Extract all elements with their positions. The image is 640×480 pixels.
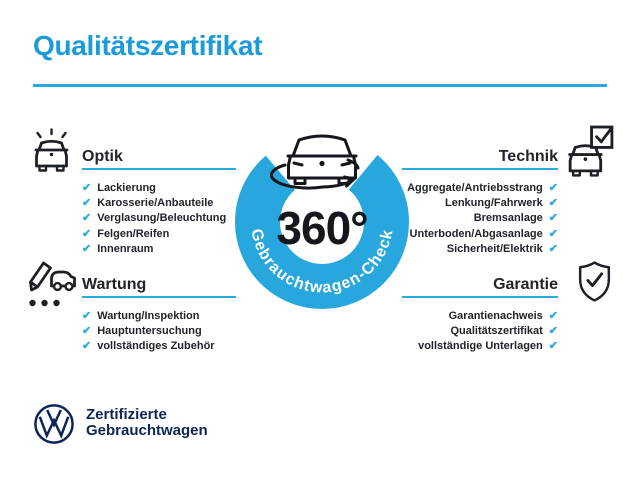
list-item — [402, 340, 558, 353]
list-item-label: Garantienachweis — [448, 310, 543, 322]
list-item — [82, 212, 236, 225]
section-divider — [82, 168, 236, 170]
list-item — [82, 243, 236, 256]
list-item-label: vollständige Unterlagen — [418, 340, 543, 353]
check-icon: ✔ — [548, 227, 558, 240]
section-title-optik: Optik — [82, 148, 123, 165]
check-icon: ✔ — [548, 182, 558, 194]
list-item — [402, 228, 558, 241]
list-item — [82, 340, 236, 353]
list-item-label: Aggregate/Antriebsstrang — [407, 182, 543, 194]
list-item — [82, 228, 236, 241]
list-item — [402, 212, 558, 225]
title-divider — [33, 84, 607, 87]
check-icon: ✔ — [548, 340, 558, 353]
check-icon: ✔ — [548, 310, 558, 322]
service-checklist-icon — [24, 260, 77, 317]
list-item-label: Karosserie/Anbauteile — [97, 197, 214, 210]
list-item-label: Bremsanlage — [473, 212, 543, 225]
check-icon: ✔ — [548, 197, 558, 210]
section-divider — [82, 296, 236, 298]
list-item-label: Unterboden/Abgasanlage — [409, 227, 543, 240]
check-icon: ✔ — [82, 242, 92, 255]
list-item-label: Lenkung/Fahrwerk — [444, 197, 543, 210]
list-item-label: Sicherheit/Elektrik — [446, 242, 543, 255]
list-item — [402, 182, 558, 195]
check-icon: ✔ — [82, 182, 92, 194]
ring-label-text: Gebrauchtwagen-Check — [247, 227, 397, 297]
checklist-wartung — [82, 310, 236, 353]
section-divider — [402, 168, 558, 170]
list-item — [82, 182, 236, 195]
list-item-label: Hauptuntersuchung — [97, 325, 202, 338]
checklist-garantie — [402, 310, 558, 353]
shield-check-icon — [577, 260, 612, 308]
brand-claim — [86, 407, 208, 438]
list-item-label: vollständiges Zubehör — [97, 340, 215, 353]
check-icon: ✔ — [82, 340, 92, 353]
list-item-label: Wartung/Inspektion — [97, 310, 200, 322]
page-title: Qualitätszertifikat — [33, 30, 263, 61]
list-item — [82, 310, 236, 323]
section-title-technik: Technik — [498, 148, 558, 165]
section-divider — [402, 296, 558, 298]
list-item — [402, 310, 558, 323]
section-wartung — [82, 276, 236, 353]
section-optik — [82, 148, 236, 256]
check-icon: ✔ — [82, 325, 92, 338]
list-item-label: Verglasung/Beleuchtung — [97, 212, 227, 225]
section-title-garantie: Garantie — [493, 276, 558, 293]
list-item-label: Felgen/Reifen — [97, 227, 170, 240]
list-item — [82, 197, 236, 210]
check-icon: ✔ — [82, 212, 92, 225]
check-icon: ✔ — [548, 242, 558, 255]
check-icon: ✔ — [82, 310, 92, 322]
car-checkbox-icon — [564, 125, 615, 183]
checklist-optik — [82, 182, 236, 256]
section-title-wartung: Wartung — [82, 276, 147, 293]
brand-claim-line1: Zertifizierte — [86, 406, 167, 423]
list-item — [82, 325, 236, 338]
list-item — [402, 197, 558, 210]
check-icon: ✔ — [82, 227, 92, 240]
check-icon: ✔ — [82, 197, 92, 210]
list-item — [402, 325, 558, 338]
check-icon: ✔ — [548, 325, 558, 338]
360-check-badge — [227, 127, 417, 317]
list-item-label: Innenraum — [97, 242, 154, 255]
brand-claim-line2: Gebrauchtwagen — [86, 421, 208, 439]
list-item — [402, 243, 558, 256]
degree-value: 360° — [276, 202, 368, 254]
shiny-car-icon — [28, 127, 75, 182]
list-item-label: Qualitätszertifikat — [450, 325, 543, 338]
vw-logo — [33, 403, 75, 450]
section-technik — [402, 148, 558, 256]
list-item-label: Lackierung — [97, 182, 156, 194]
check-icon: ✔ — [548, 212, 558, 225]
checklist-technik — [402, 182, 558, 256]
section-garantie — [402, 276, 558, 353]
